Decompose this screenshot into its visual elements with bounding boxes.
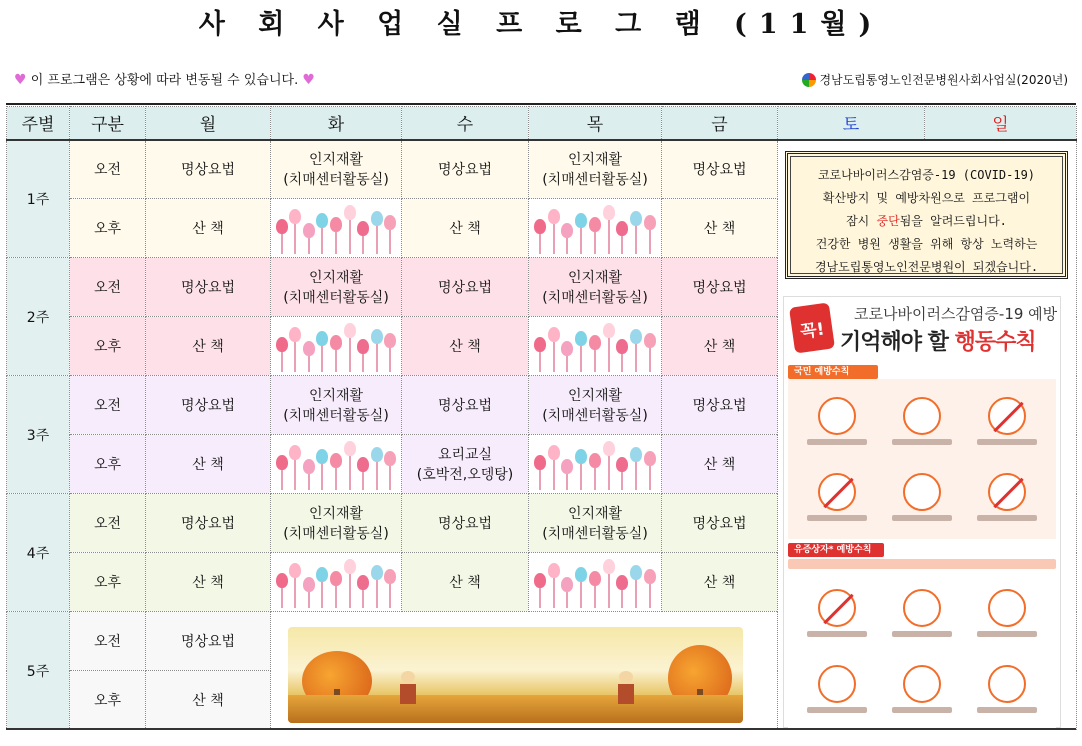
flower-decoration bbox=[271, 553, 402, 612]
header-thu: 목 bbox=[529, 107, 662, 140]
slot-label: 오후 bbox=[70, 671, 146, 730]
slot-label: 오후 bbox=[70, 553, 146, 612]
organization bbox=[802, 71, 1068, 88]
avoid-contact-icon bbox=[796, 461, 877, 533]
activity-title: 인지재활 bbox=[567, 270, 623, 286]
week-label: 2주 bbox=[7, 258, 70, 376]
week-label: 5주 bbox=[7, 612, 70, 730]
scarecrow-icon bbox=[618, 671, 634, 705]
activity-cell bbox=[529, 376, 662, 435]
heart-icon: ♥ bbox=[302, 72, 315, 88]
activity-place: (치매센터활동실) bbox=[542, 290, 648, 306]
activity-title: 요리교실 bbox=[437, 447, 493, 463]
flower-decoration bbox=[271, 435, 402, 494]
activity-cell: 명상요법 bbox=[146, 612, 271, 671]
poster-section-label: 유증상자* 예방수칙 bbox=[788, 543, 884, 557]
activity-cell: 산 책 bbox=[146, 317, 271, 376]
header-sun: 일 bbox=[925, 107, 1077, 140]
stay-home-icon bbox=[796, 577, 877, 649]
notice-line bbox=[794, 210, 1059, 233]
header-week: 주별 bbox=[7, 107, 70, 140]
poster-subtitle: 코로나바이러스감염증-19 예방 bbox=[854, 305, 1058, 323]
activity-cell: 산 책 bbox=[146, 671, 271, 730]
poster-title-highlight: 행동수칙 bbox=[954, 330, 1036, 355]
poster-rules-grid bbox=[788, 571, 1056, 731]
week-label: 4주 bbox=[7, 494, 70, 612]
activity-cell: 명상요법 bbox=[146, 494, 271, 553]
activity-cell: 산 책 bbox=[146, 435, 271, 494]
header-fri: 금 bbox=[662, 107, 778, 140]
covid-notice bbox=[785, 151, 1068, 279]
poster-title bbox=[840, 325, 1036, 356]
autumn-scene-image bbox=[288, 627, 743, 723]
activity-place: (호박전,오뎅탕) bbox=[416, 467, 514, 483]
activity-cell: 명상요법 bbox=[146, 376, 271, 435]
activity-cell: 산 책 bbox=[662, 317, 778, 376]
page-title: 사 회 사 업 실 프 로 그 램 (11월) bbox=[198, 9, 884, 40]
activity-cell: 명상요법 bbox=[662, 376, 778, 435]
home-rest-icon bbox=[881, 577, 962, 649]
header-wed: 수 bbox=[402, 107, 529, 140]
activity-cell: 산 책 bbox=[662, 199, 778, 258]
poster-header bbox=[784, 297, 1060, 365]
activity-title: 인지재활 bbox=[308, 388, 364, 404]
car-icon bbox=[796, 653, 877, 725]
slot-label: 오후 bbox=[70, 435, 146, 494]
divider bbox=[6, 103, 1076, 105]
slot-label: 오전 bbox=[70, 258, 146, 317]
slot-label: 오후 bbox=[70, 317, 146, 376]
activity-place: (치매센터활동실) bbox=[542, 526, 648, 542]
activity-place: (치매센터활동실) bbox=[542, 172, 648, 189]
activity-place: (치매센터활동실) bbox=[283, 408, 389, 424]
activity-cell: 산 책 bbox=[402, 317, 529, 376]
activity-title: 인지재활 bbox=[308, 506, 364, 522]
no-face-touch-icon bbox=[967, 385, 1048, 457]
activity-cell bbox=[271, 140, 402, 199]
activity-cell: 산 책 bbox=[662, 553, 778, 612]
activity-cell bbox=[271, 376, 402, 435]
notice-highlight: 중단 bbox=[876, 214, 900, 228]
poster-badge: 꼭! bbox=[789, 302, 835, 353]
subtitle bbox=[14, 69, 315, 88]
activity-cell bbox=[271, 494, 402, 553]
poster-title-text: 기억해야 할 bbox=[840, 330, 955, 355]
notice-text: 잠시 bbox=[846, 214, 877, 228]
activity-title: 인지재활 bbox=[567, 388, 623, 404]
hand-wash-icon bbox=[796, 385, 877, 457]
slot-label: 오전 bbox=[70, 612, 146, 671]
flower-decoration bbox=[529, 199, 662, 258]
activity-place: (치매센터활동실) bbox=[283, 526, 389, 542]
notice-line: 확산방지 및 예방차원으로 프로그램이 bbox=[822, 191, 1031, 205]
flower-decoration bbox=[271, 199, 402, 258]
header-sat: 토 bbox=[778, 107, 925, 140]
activity-cell: 명상요법 bbox=[146, 140, 271, 199]
header-tue: 화 bbox=[271, 107, 402, 140]
activity-title: 인지재활 bbox=[567, 506, 623, 522]
activity-cell: 산 책 bbox=[402, 553, 529, 612]
activity-cell: 명상요법 bbox=[146, 258, 271, 317]
covid-prevention-poster bbox=[783, 296, 1061, 728]
activity-place: (치매센터활동실) bbox=[283, 172, 389, 189]
activity-cell bbox=[529, 494, 662, 553]
activity-title: 인지재활 bbox=[308, 152, 364, 169]
activity-title: 인지재활 bbox=[567, 152, 623, 169]
heart-icon: ♥ bbox=[14, 72, 27, 88]
activity-cell: 산 책 bbox=[402, 199, 529, 258]
logo-icon bbox=[802, 73, 816, 87]
activity-cell bbox=[529, 258, 662, 317]
flower-decoration bbox=[529, 317, 662, 376]
header-mon: 월 bbox=[146, 107, 271, 140]
notice-line: 경남도립통영노인전문병원이 되겠습니다. bbox=[814, 260, 1039, 274]
activity-cell: 산 책 bbox=[146, 199, 271, 258]
header-slot: 구분 bbox=[70, 107, 146, 140]
activity-cell: 명상요법 bbox=[662, 494, 778, 553]
activity-place: (치매센터활동실) bbox=[283, 290, 389, 306]
slot-label: 오전 bbox=[70, 494, 146, 553]
activity-cell bbox=[402, 435, 529, 494]
activity-cell bbox=[529, 140, 662, 199]
slot-label: 오후 bbox=[70, 199, 146, 258]
activity-cell: 명상요법 bbox=[662, 140, 778, 199]
notice-text: 됨을 알려드립니다. bbox=[899, 214, 1007, 228]
organization-name: 경남도립통영노인전문병원사회사업실(2020년) bbox=[819, 73, 1068, 87]
doctor-icon bbox=[967, 653, 1048, 725]
avoid-crowd-icon bbox=[967, 461, 1048, 533]
scarecrow-icon bbox=[400, 671, 416, 705]
flower-decoration bbox=[529, 553, 662, 612]
week-label: 1주 bbox=[7, 140, 70, 258]
flower-decoration bbox=[529, 435, 662, 494]
activity-cell: 명상요법 bbox=[402, 258, 529, 317]
notice-line: 건강한 병원 생활을 위해 항상 노력하는 bbox=[815, 237, 1038, 251]
activity-cell: 명상요법 bbox=[402, 140, 529, 199]
activity-cell: 산 책 bbox=[146, 553, 271, 612]
activity-cell: 산 책 bbox=[662, 435, 778, 494]
activity-cell bbox=[271, 258, 402, 317]
activity-cell: 명상요법 bbox=[402, 494, 529, 553]
divider bbox=[6, 728, 1076, 730]
activity-title: 인지재활 bbox=[308, 270, 364, 286]
document-icon bbox=[881, 653, 962, 725]
header-row bbox=[7, 107, 1077, 140]
cough-etiquette-icon bbox=[881, 385, 962, 457]
activity-cell: 명상요법 bbox=[402, 376, 529, 435]
poster-rules-grid bbox=[788, 379, 1056, 539]
notice-line: 코로나바이러스감염증-19 (COVID-19) bbox=[817, 168, 1036, 182]
hospital-icon bbox=[967, 577, 1048, 649]
activity-place: (치매센터활동실) bbox=[542, 408, 648, 424]
poster-section-label: 국민 예방수칙 bbox=[788, 365, 878, 379]
poster-stripe bbox=[788, 559, 1056, 569]
activity-cell: 명상요법 bbox=[662, 258, 778, 317]
subtitle-text: 이 프로그램은 상황에 따라 변동될 수 있습니다. bbox=[30, 73, 299, 88]
slot-label: 오전 bbox=[70, 376, 146, 435]
flower-decoration bbox=[271, 317, 402, 376]
field bbox=[288, 695, 743, 723]
week-label: 3주 bbox=[7, 376, 70, 494]
slot-label: 오전 bbox=[70, 140, 146, 199]
mask-icon bbox=[881, 461, 962, 533]
